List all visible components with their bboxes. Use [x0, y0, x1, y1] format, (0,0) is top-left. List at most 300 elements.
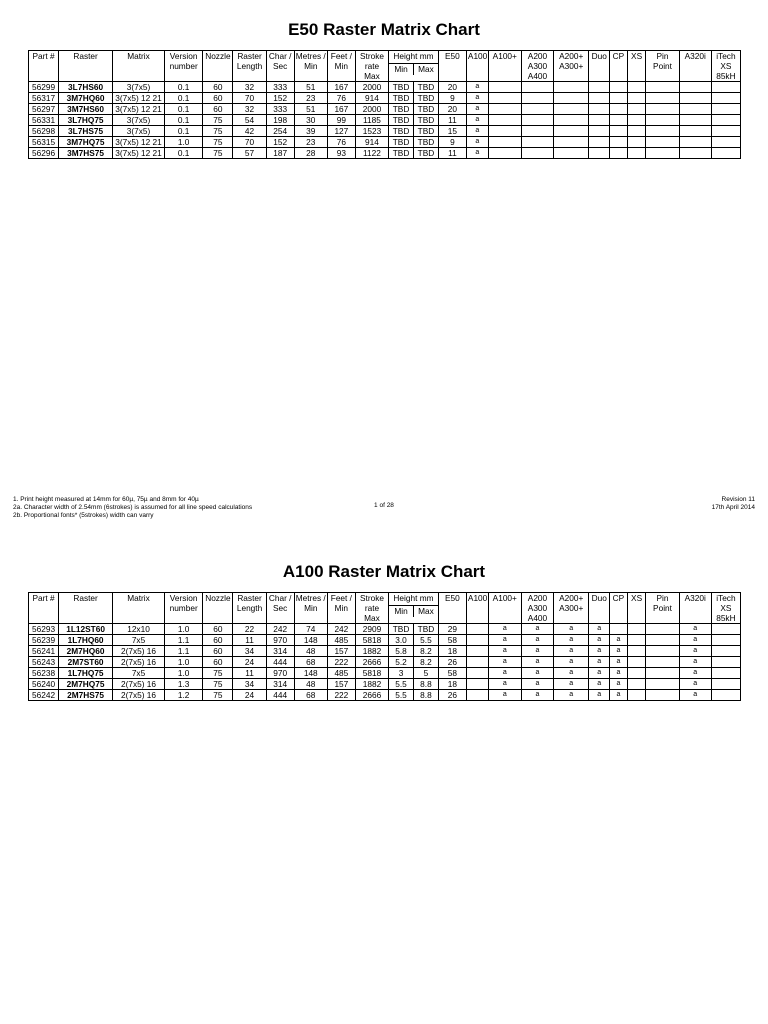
compat-mark [679, 137, 711, 148]
compat-mark [488, 104, 521, 115]
column-header: A200+ A300+ [554, 593, 589, 624]
column-header: Matrix [113, 51, 165, 82]
column-header: Pin Point [646, 51, 679, 82]
compat-mark: a [679, 635, 711, 646]
compat-mark: a [589, 624, 610, 635]
table-cell: 68 [294, 657, 327, 668]
table-cell: 187 [266, 148, 294, 159]
table-cell: 56293 [29, 624, 59, 635]
compat-mark [627, 148, 646, 159]
table-cell: 2M7ST60 [59, 657, 113, 668]
table-cell: 48 [294, 646, 327, 657]
table-cell: 2M7HQ75 [59, 679, 113, 690]
compat-mark [488, 82, 521, 93]
compat-mark [610, 137, 628, 148]
table-cell: 68 [294, 690, 327, 701]
compat-mark [488, 126, 521, 137]
compat-mark: a [466, 126, 488, 137]
table-cell: 2000 [355, 82, 388, 93]
table-cell: TBD [413, 137, 438, 148]
compat-mark [610, 624, 628, 635]
compat-mark [627, 690, 646, 701]
table-cell: 11 [438, 148, 466, 159]
table-cell: 0.1 [164, 115, 202, 126]
table-row [29, 82, 741, 93]
table-cell: 3(7x5) [113, 126, 165, 137]
column-header: A200 A300 A400 [521, 51, 553, 82]
table-cell: 5818 [355, 635, 388, 646]
compat-mark: a [521, 646, 553, 657]
table-cell: 3L7HQ75 [59, 115, 113, 126]
column-header: Char / Sec [266, 593, 294, 624]
compat-mark [646, 126, 679, 137]
table-cell: 3M7HS75 [59, 148, 113, 159]
compat-mark [627, 668, 646, 679]
table-cell: 34 [233, 679, 266, 690]
table-cell: 74 [294, 624, 327, 635]
table-cell: 2(7x5) 16 [113, 646, 165, 657]
table-cell: 148 [294, 668, 327, 679]
table-cell: 3L7HS60 [59, 82, 113, 93]
compat-mark [466, 646, 488, 657]
column-header: A100 [466, 593, 488, 624]
compat-mark [711, 690, 740, 701]
table-cell: 198 [266, 115, 294, 126]
revision-info [712, 496, 755, 512]
table-cell: 0.1 [164, 104, 202, 115]
column-header: Nozzle [203, 51, 233, 82]
table-cell: 2666 [355, 657, 388, 668]
table-cell: TBD [389, 126, 414, 137]
compat-mark: a [554, 668, 589, 679]
compat-mark [554, 148, 589, 159]
table-cell: 60 [203, 635, 233, 646]
table-cell: 9 [438, 93, 466, 104]
table-cell: 148 [294, 635, 327, 646]
compat-mark: a [679, 657, 711, 668]
table-cell: 20 [438, 82, 466, 93]
table-cell: 5818 [355, 668, 388, 679]
table-cell: TBD [389, 93, 414, 104]
compat-mark: a [554, 679, 589, 690]
table-cell: 444 [266, 690, 294, 701]
compat-mark [646, 646, 679, 657]
compat-mark: a [589, 635, 610, 646]
page-number: 1 of 28 [374, 502, 394, 509]
column-header: Metres / Min [294, 51, 327, 82]
table-cell: 3(7x5) 12 21 [113, 93, 165, 104]
column-header: XS [627, 593, 646, 624]
table-cell: 1L12ST60 [59, 624, 113, 635]
table-cell: 254 [266, 126, 294, 137]
column-header: Raster [59, 51, 113, 82]
compat-mark: a [466, 104, 488, 115]
compat-mark [589, 137, 610, 148]
table-cell: 2M7HS75 [59, 690, 113, 701]
compat-mark [679, 93, 711, 104]
table-cell: 56297 [29, 104, 59, 115]
column-header: iTech XS 85kH [711, 593, 740, 624]
compat-mark [627, 679, 646, 690]
table-cell: 70 [233, 137, 266, 148]
table-row [29, 104, 741, 115]
table-cell: 0.1 [164, 126, 202, 137]
column-header: CP [610, 51, 628, 82]
table-cell: 3M7HQ75 [59, 137, 113, 148]
table-cell: 1.0 [164, 657, 202, 668]
compat-mark [554, 115, 589, 126]
compat-mark [711, 668, 740, 679]
page-title: E50 Raster Matrix Chart [288, 20, 480, 39]
compat-mark: a [466, 93, 488, 104]
table-cell: 60 [203, 104, 233, 115]
compat-mark [589, 82, 610, 93]
table-cell: 57 [233, 148, 266, 159]
compat-mark [646, 148, 679, 159]
compat-mark [627, 104, 646, 115]
column-header: A320i [679, 593, 711, 624]
table-cell: TBD [389, 115, 414, 126]
column-header: CP [610, 593, 628, 624]
table-cell: 75 [203, 126, 233, 137]
compat-mark: a [610, 646, 628, 657]
compat-mark: a [488, 635, 521, 646]
table-cell: 167 [327, 104, 355, 115]
column-header: Duo [589, 593, 610, 624]
table-cell: TBD [413, 126, 438, 137]
table-row [29, 624, 741, 635]
table-cell: 56317 [29, 93, 59, 104]
column-header: A100+ [488, 51, 521, 82]
table-cell: 75 [203, 137, 233, 148]
table-cell: 26 [438, 690, 466, 701]
column-header: E50 [438, 593, 466, 624]
compat-mark [554, 104, 589, 115]
compat-mark [554, 82, 589, 93]
compat-mark: a [679, 690, 711, 701]
compat-mark [521, 115, 553, 126]
compat-mark [627, 115, 646, 126]
table-cell: 75 [203, 148, 233, 159]
compat-mark [711, 646, 740, 657]
compat-mark [646, 635, 679, 646]
compat-mark [589, 115, 610, 126]
table-cell: 2(7x5) 16 [113, 679, 165, 690]
compat-mark [711, 148, 740, 159]
table-cell: 314 [266, 679, 294, 690]
table-cell: 76 [327, 137, 355, 148]
table-cell: 76 [327, 93, 355, 104]
compat-mark [466, 690, 488, 701]
table-cell: 222 [327, 657, 355, 668]
table-cell: 58 [438, 668, 466, 679]
compat-mark [646, 679, 679, 690]
compat-mark: a [521, 690, 553, 701]
column-subheader: Max [418, 606, 434, 616]
table-row [29, 668, 741, 679]
column-header: A320i [679, 51, 711, 82]
page-2 [0, 545, 768, 1024]
table-cell: 1882 [355, 646, 388, 657]
column-header: Part # [29, 51, 59, 82]
table-cell: 3(7x5) 12 21 [113, 137, 165, 148]
table-cell: 8.2 [413, 657, 438, 668]
table-cell: 54 [233, 115, 266, 126]
table-cell: 242 [266, 624, 294, 635]
table-cell: 2000 [355, 104, 388, 115]
table-cell: 970 [266, 635, 294, 646]
table-cell: 3(7x5) 12 21 [113, 148, 165, 159]
compat-mark: a [554, 624, 589, 635]
compat-mark [646, 82, 679, 93]
compat-mark [711, 93, 740, 104]
compat-mark [711, 635, 740, 646]
table-cell: 1L7HQ60 [59, 635, 113, 646]
table-cell: 333 [266, 104, 294, 115]
table-cell: 3 [389, 668, 414, 679]
compat-mark [610, 148, 628, 159]
column-header: A100+ [488, 593, 521, 624]
table-cell: 157 [327, 646, 355, 657]
table-cell: 1L7HQ75 [59, 668, 113, 679]
table-row [29, 657, 741, 668]
table-cell: 58 [438, 635, 466, 646]
compat-mark [679, 126, 711, 137]
table-cell: 1882 [355, 679, 388, 690]
table-cell: 314 [266, 646, 294, 657]
table-cell: 485 [327, 668, 355, 679]
compat-mark [627, 93, 646, 104]
table-cell: 56315 [29, 137, 59, 148]
column-header: Char / Sec [266, 51, 294, 82]
compat-mark: a [488, 679, 521, 690]
compat-mark [466, 657, 488, 668]
compat-mark: a [488, 646, 521, 657]
compat-mark: a [589, 646, 610, 657]
compat-mark [646, 690, 679, 701]
compat-mark: a [589, 679, 610, 690]
table-cell: 914 [355, 137, 388, 148]
table-cell: 1.1 [164, 635, 202, 646]
compat-mark: a [466, 148, 488, 159]
compat-mark [466, 668, 488, 679]
table-cell: 3L7HS75 [59, 126, 113, 137]
column-header: Raster Length [233, 51, 266, 82]
compat-mark [711, 104, 740, 115]
table-row [29, 690, 741, 701]
column-header: Matrix [113, 593, 165, 624]
table-cell: 56243 [29, 657, 59, 668]
table-cell: TBD [413, 93, 438, 104]
compat-mark [627, 624, 646, 635]
table-cell: TBD [389, 137, 414, 148]
table-cell: 444 [266, 657, 294, 668]
table-cell: 1.2 [164, 690, 202, 701]
table-cell: 914 [355, 93, 388, 104]
table-cell: 24 [233, 690, 266, 701]
table-cell: 1.1 [164, 646, 202, 657]
compat-mark [679, 115, 711, 126]
compat-mark: a [488, 690, 521, 701]
column-header-height [389, 593, 439, 624]
compat-mark: a [679, 668, 711, 679]
footnote: 2a. Character width of 2.54mm (6strokes) is assumed for all line speed calculations [13, 504, 253, 511]
table-cell: 70 [233, 93, 266, 104]
table-cell: 39 [294, 126, 327, 137]
table-cell: 75 [203, 668, 233, 679]
compat-mark: a [466, 115, 488, 126]
table-cell: 60 [203, 93, 233, 104]
compat-mark: a [554, 635, 589, 646]
table-cell: 8.2 [413, 646, 438, 657]
header-row [29, 51, 741, 82]
table-cell: 5.5 [389, 679, 414, 690]
table-cell: 0.1 [164, 82, 202, 93]
table-cell: 24 [233, 657, 266, 668]
compat-mark: a [589, 690, 610, 701]
table-cell: 12x10 [113, 624, 165, 635]
table-cell: 56238 [29, 668, 59, 679]
compat-mark [466, 679, 488, 690]
table-cell: 32 [233, 104, 266, 115]
compat-mark: a [589, 657, 610, 668]
table-cell: 3(7x5) [113, 115, 165, 126]
column-header: E50 [438, 51, 466, 82]
table-cell: 3(7x5) [113, 82, 165, 93]
column-header: A100 [466, 51, 488, 82]
table-cell: 167 [327, 82, 355, 93]
table-cell: 11 [233, 635, 266, 646]
table-cell: 20 [438, 104, 466, 115]
table-cell: 23 [294, 93, 327, 104]
table-cell: 18 [438, 646, 466, 657]
table-cell: 60 [203, 624, 233, 635]
table-cell: TBD [413, 148, 438, 159]
table-cell: 2M7HQ60 [59, 646, 113, 657]
table-row [29, 126, 741, 137]
column-header: XS [627, 51, 646, 82]
compat-mark [488, 115, 521, 126]
compat-mark [711, 126, 740, 137]
column-header: A200 A300 A400 [521, 593, 553, 624]
column-header: Metres / Min [294, 593, 327, 624]
compat-mark [610, 82, 628, 93]
compat-mark [679, 82, 711, 93]
compat-mark [521, 93, 553, 104]
column-header: Raster Length [233, 593, 266, 624]
table-cell: 93 [327, 148, 355, 159]
compat-mark [679, 104, 711, 115]
compat-mark [646, 93, 679, 104]
compat-mark [488, 137, 521, 148]
table-cell: 75 [203, 679, 233, 690]
table-cell: TBD [389, 82, 414, 93]
table-cell: TBD [413, 624, 438, 635]
compat-mark: a [488, 624, 521, 635]
compat-mark [711, 82, 740, 93]
table-cell: 5.8 [389, 646, 414, 657]
table-cell: TBD [413, 82, 438, 93]
table-row [29, 148, 741, 159]
table-cell: 26 [438, 657, 466, 668]
table-cell: 1.0 [164, 668, 202, 679]
table-cell: 22 [233, 624, 266, 635]
table-cell: 5.5 [413, 635, 438, 646]
compat-mark [521, 104, 553, 115]
table-cell: 1.0 [164, 624, 202, 635]
table-cell: 242 [327, 624, 355, 635]
compat-mark [711, 657, 740, 668]
column-header: Pin Point [646, 593, 679, 624]
compat-mark: a [610, 668, 628, 679]
compat-mark [711, 624, 740, 635]
table-cell: 0.1 [164, 93, 202, 104]
compat-mark [646, 624, 679, 635]
table-cell: 1122 [355, 148, 388, 159]
table-cell: 60 [203, 646, 233, 657]
compat-mark [610, 115, 628, 126]
table-cell: 56239 [29, 635, 59, 646]
column-header: Duo [589, 51, 610, 82]
revision-date: 17th April 2014 [711, 504, 755, 511]
table-cell: 3(7x5) 12 21 [113, 104, 165, 115]
table-cell: 3M7HQ60 [59, 93, 113, 104]
table-cell: 51 [294, 104, 327, 115]
table-cell: 99 [327, 115, 355, 126]
compat-mark: a [466, 82, 488, 93]
table-row [29, 635, 741, 646]
table-cell: 1.0 [164, 137, 202, 148]
table-cell: 75 [203, 690, 233, 701]
table-row [29, 137, 741, 148]
column-header-label: Height mm [389, 593, 438, 606]
table-cell: 42 [233, 126, 266, 137]
table-cell: 60 [203, 657, 233, 668]
table-cell: 127 [327, 126, 355, 137]
table-cell: 51 [294, 82, 327, 93]
table-cell: 15 [438, 126, 466, 137]
compat-mark: a [466, 137, 488, 148]
table-cell: TBD [389, 104, 414, 115]
column-header-height [389, 51, 439, 82]
table-cell: 3.0 [389, 635, 414, 646]
table-cell: 1523 [355, 126, 388, 137]
table-cell: 34 [233, 646, 266, 657]
table-cell: 56299 [29, 82, 59, 93]
table-cell: 8.8 [413, 679, 438, 690]
table-cell: 5 [413, 668, 438, 679]
raster-table-e50 [28, 50, 741, 159]
table-row [29, 679, 741, 690]
table-cell: 56296 [29, 148, 59, 159]
column-header-label: Height mm [389, 51, 438, 64]
compat-mark: a [521, 668, 553, 679]
table-cell: TBD [389, 148, 414, 159]
compat-mark [679, 148, 711, 159]
column-header: iTech XS 85kH [711, 51, 740, 82]
table-cell: 75 [203, 115, 233, 126]
compat-mark [627, 635, 646, 646]
compat-mark: a [554, 690, 589, 701]
table-cell: 8.8 [413, 690, 438, 701]
column-header: Feet / Min [327, 593, 355, 624]
compat-mark: a [610, 690, 628, 701]
compat-mark [646, 104, 679, 115]
compat-mark [646, 668, 679, 679]
table-cell: 485 [327, 635, 355, 646]
column-header: Version number [164, 593, 202, 624]
compat-mark [521, 148, 553, 159]
